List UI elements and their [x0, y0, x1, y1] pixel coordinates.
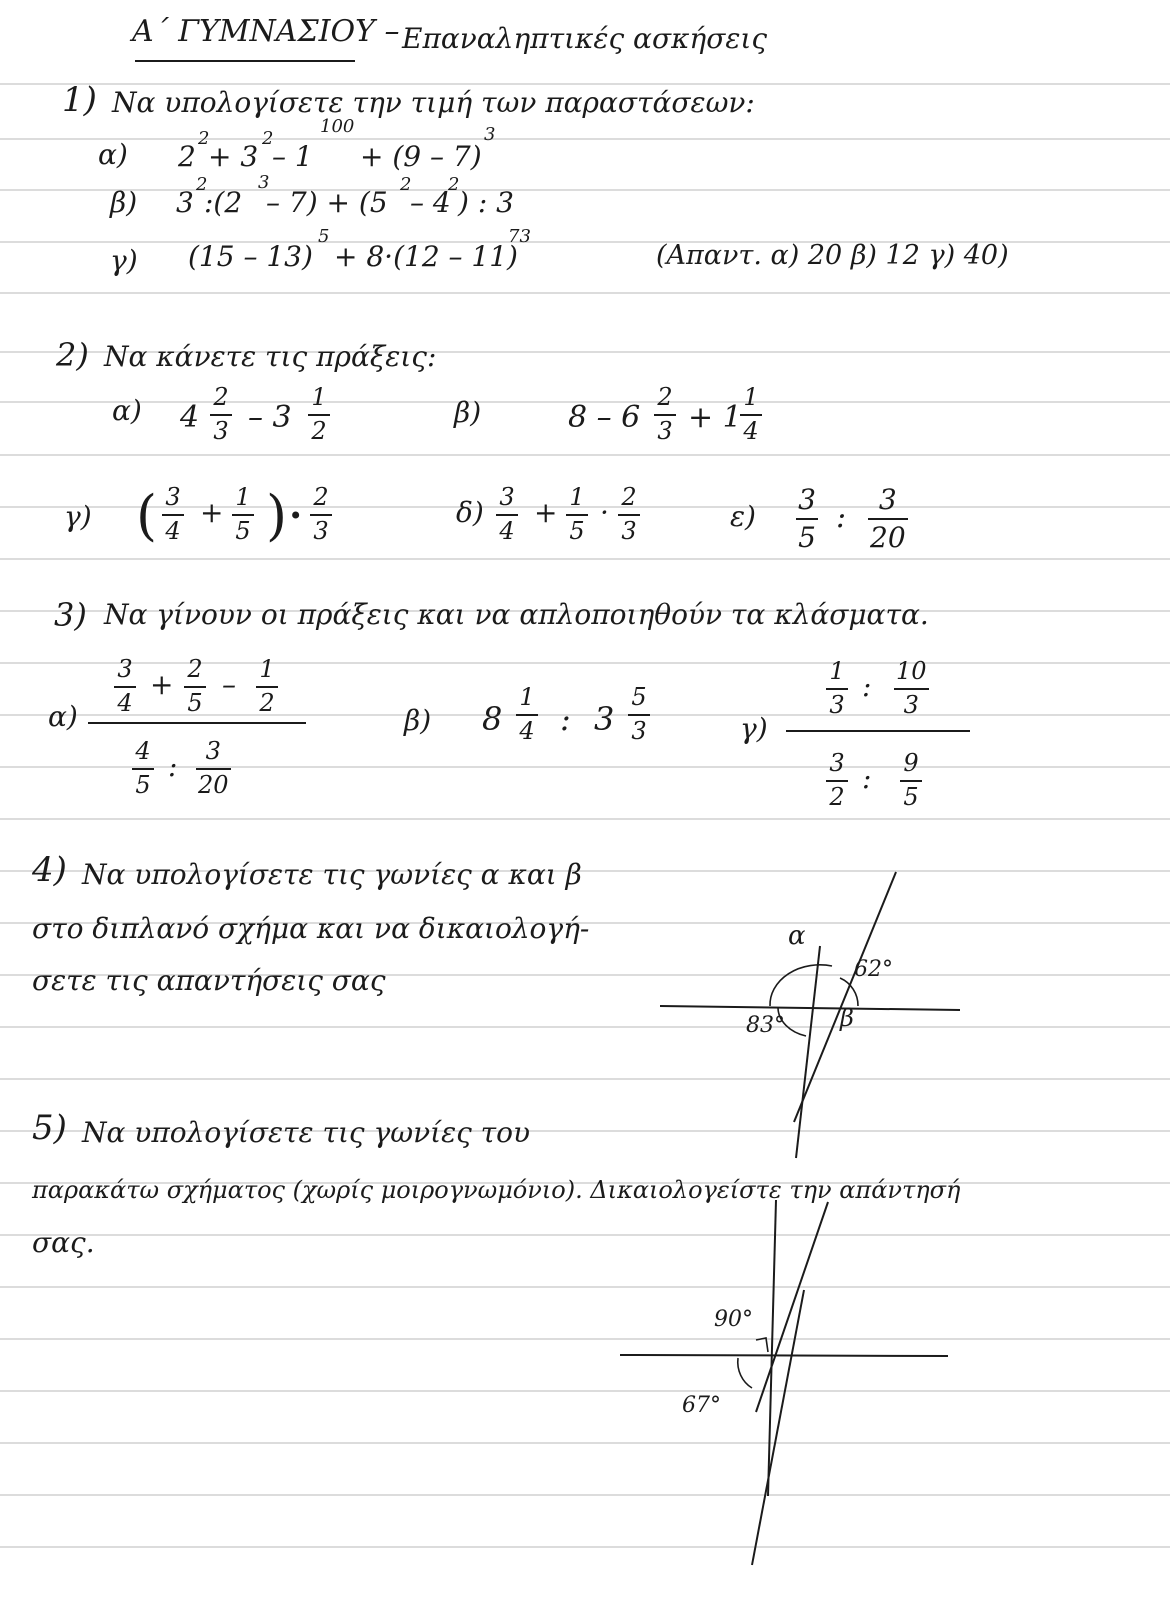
exercise-3b-label: β)	[404, 704, 432, 737]
exercise-3b-fraction-2: 5 3	[628, 684, 650, 745]
exercise-3a-fraction-3: 1 2	[256, 656, 278, 717]
exercise-1a-exp-2: 2	[262, 128, 274, 149]
exercise-1b-exp-4: 2	[448, 174, 460, 195]
exercise-5-figure	[610, 1190, 960, 1590]
exercise-3a-operator-2: –	[222, 668, 236, 701]
exercise-2d-fraction-3: 2 3	[618, 484, 640, 545]
exercise-4-slanted-line	[794, 872, 896, 1122]
exercise-5-prompt-line-3: σας.	[32, 1226, 95, 1259]
exercise-3b-operator: :	[560, 700, 571, 738]
exercise-1a-exp-4: 3	[484, 124, 496, 145]
exercise-2d-label: δ)	[456, 496, 484, 529]
exercise-5-number: 5)	[32, 1108, 67, 1148]
exercise-1b-term-2: :(2	[204, 186, 243, 219]
exercise-4-83-label: 83°	[746, 1013, 785, 1038]
exercise-2-prompt: Να κάνετε τις πράξεις:	[104, 340, 437, 373]
exercise-3a-fraction-4: 4 5	[132, 738, 154, 799]
exercise-1c-exp-2: 73	[508, 226, 531, 247]
exercise-2e-operator: :	[836, 500, 847, 535]
exercise-5-right-angle-mark	[756, 1338, 768, 1352]
exercise-1c-term-1: (15 – 13)	[188, 240, 313, 273]
exercise-1b-label: β)	[110, 186, 138, 219]
exercise-2c-open-paren: (	[136, 484, 158, 547]
exercise-2a-label: α)	[112, 394, 142, 427]
exercise-1-answers: (Απαντ. α) 20 β) 12 γ) 40)	[656, 240, 1009, 271]
exercise-2b-label: β)	[454, 396, 482, 429]
exercise-4-alpha-arc	[770, 965, 832, 1006]
exercise-2d-operator: +	[534, 496, 558, 529]
exercise-1a-exp-1: 2	[198, 128, 210, 149]
class-label: Α΄ ΓΥΜΝΑΣΙΟΥ –	[132, 14, 400, 49]
exercise-3a-fraction-1: 3 4	[114, 656, 136, 717]
exercise-2c-operator: +	[200, 496, 224, 529]
exercise-2a-operator: – 3	[248, 400, 292, 435]
exercise-1b-term-4: – 4	[410, 186, 451, 219]
exercise-1b-exp-3: 2	[400, 174, 412, 195]
exercise-1c-term-2: + 8·(12 – 11)	[334, 240, 518, 273]
exercise-2e-label: ε)	[730, 500, 756, 533]
exercise-5-90-label: 90°	[714, 1307, 753, 1332]
exercise-4-number: 4)	[32, 850, 67, 890]
exercise-1a-term-1: 2	[178, 140, 196, 173]
exercise-2b-operator: + 1	[688, 400, 742, 435]
exercise-2c-fraction-2: 1 5	[232, 484, 254, 545]
exercise-5-horizontal-line	[620, 1355, 948, 1356]
exercise-5-slanted-line-1	[756, 1202, 828, 1412]
exercise-3b-whole-2: 3	[594, 700, 615, 738]
exercise-2c-fraction-1: 3 4	[162, 484, 184, 545]
exercise-2c-close-paren: )·	[266, 484, 305, 547]
exercise-1-number: 1)	[62, 80, 97, 120]
exercise-1b-term-1: 3	[176, 186, 194, 219]
exercise-3-prompt: Να γίνουν οι πράξεις και να απλοποιηθούν τα κλάσματα.	[104, 598, 929, 631]
exercise-3a-label: α)	[48, 700, 78, 733]
exercise-2b-fraction-1: 2 3	[654, 384, 676, 445]
exercise-3-number: 3)	[54, 596, 87, 634]
exercise-2d-fraction-2: 1 5	[566, 484, 588, 545]
exercise-2b-lead: 8 – 6	[568, 400, 641, 435]
exercise-1a-term-4: + (9 – 7)	[360, 140, 482, 173]
exercise-3c-label: γ)	[740, 712, 768, 745]
exercise-1b-term-5: ) : 3	[458, 186, 514, 219]
exercise-1-prompt: Να υπολογίσετε την τιμή των παραστάσεων:	[112, 86, 755, 119]
exercise-4-horizontal-line	[660, 1006, 960, 1010]
exercise-2e-fraction-1: 3 5	[796, 484, 818, 554]
exercise-5-vertical-line	[768, 1200, 776, 1496]
exercise-4-figure	[660, 860, 1000, 1160]
exercise-2e-fraction-2: 3 20	[870, 483, 906, 555]
exercise-3c-operator-2: :	[862, 762, 872, 795]
exercise-3c-operator-1: :	[862, 670, 872, 703]
exercise-2a-fraction-2: 1 2	[308, 384, 330, 445]
exercise-2a-whole-1: 4	[180, 400, 200, 435]
exercise-3a-operator-3: :	[168, 750, 178, 783]
exercise-5-prompt-line-1: Να υπολογίσετε τις γωνίες του	[82, 1116, 531, 1149]
worksheet-subtitle: Επαναληπτικές ασκήσεις	[402, 22, 767, 55]
exercise-4-alpha-label: α	[788, 921, 806, 951]
exercise-1a-term-3: – 1	[272, 140, 313, 173]
exercise-2d-dot: ·	[600, 496, 609, 529]
exercise-1a-term-2: + 3	[208, 140, 259, 173]
exercise-1c-label: γ)	[110, 244, 138, 277]
exercise-4-62-label: 62°	[854, 957, 893, 982]
exercise-3a-fraction-5: 3 20	[198, 737, 229, 799]
exercise-4-beta-label: β	[840, 1004, 854, 1032]
exercise-2c-fraction-3: 2 3	[310, 484, 332, 545]
exercise-1c-exp-1: 5	[318, 226, 330, 247]
exercise-3a-fraction-2: 2 5	[184, 656, 206, 717]
exercise-2c-label: γ)	[64, 500, 92, 533]
exercise-1a-exp-3: 100	[320, 116, 355, 137]
exercise-1a-label: α)	[98, 138, 128, 171]
exercise-2b-fraction-2: 1 4	[740, 384, 762, 445]
exercise-5-67-label: 67°	[682, 1393, 721, 1418]
exercise-1b-exp-1: 2	[196, 174, 208, 195]
exercise-3a-operator-1: +	[150, 668, 174, 701]
exercise-2d-fraction-1: 3 4	[496, 484, 518, 545]
exercise-3c-fraction-4: 9 5	[900, 750, 922, 811]
exercise-4-steep-line	[796, 946, 820, 1158]
exercise-3b-fraction-1: 1 4	[516, 684, 538, 745]
exercise-4-prompt-line-1: Να υπολογίσετε τις γωνίες α και β	[82, 858, 582, 891]
exercise-4-prompt-line-3: σετε τις απαντήσεις σας	[32, 964, 386, 997]
header-underline	[135, 60, 355, 62]
exercise-4-prompt-line-2: στο διπλανό σχήμα και να δικαιολογή-	[32, 912, 590, 945]
exercise-1b-term-3: – 7) + (5	[266, 186, 388, 219]
exercise-5-slanted-line-2	[752, 1290, 804, 1565]
exercise-1b-exp-2: 3	[258, 172, 270, 193]
exercise-5-67-arc	[738, 1358, 752, 1388]
exercise-3c-fraction-1: 1 3	[826, 658, 848, 719]
exercise-3b-whole-1: 8	[482, 700, 503, 738]
exercise-2-number: 2)	[56, 336, 89, 374]
exercise-2a-fraction-1: 2 3	[210, 384, 232, 445]
exercise-3c-main-fraction-bar	[786, 730, 970, 732]
exercise-3c-fraction-2: 10 3	[896, 657, 927, 719]
exercise-3c-fraction-3: 3 2	[826, 750, 848, 811]
exercise-5-prompt-line-2: παρακάτω σχήματος (χωρίς μοιρογνωμόνιο). Δικαιολογείστε την απάντησή	[32, 1176, 961, 1204]
exercise-3a-main-fraction-bar	[88, 722, 306, 724]
